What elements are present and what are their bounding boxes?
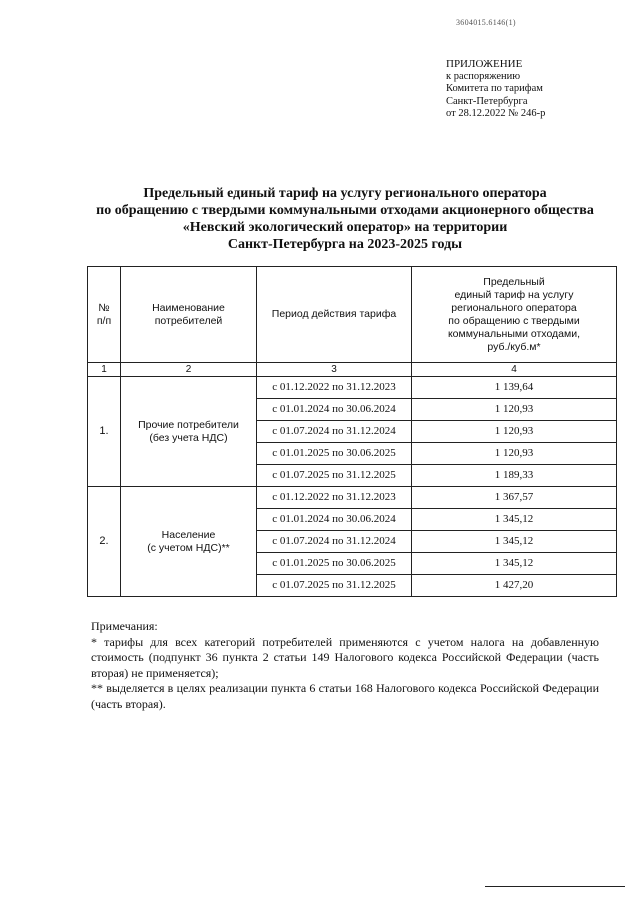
tariff-period: с 01.01.2024 по 30.06.2024 (257, 399, 412, 421)
appendix-line: к распоряжению (446, 70, 521, 82)
column-number: 4 (412, 363, 617, 377)
column-number: 2 (121, 363, 257, 377)
tariff-period: с 01.07.2024 по 31.12.2024 (257, 531, 412, 553)
group-number: 1. (88, 377, 121, 487)
table-header-row (88, 267, 617, 363)
tariff-value: 1 139,64 (412, 377, 617, 399)
tariff-period: с 01.07.2024 по 31.12.2024 (257, 421, 412, 443)
header-consumer: Наименование потребителей (121, 267, 257, 363)
appendix-caption: ПРИЛОЖЕНИЕ (446, 58, 523, 70)
tariff-value: 1 120,93 (412, 443, 617, 465)
tariff-period: с 01.01.2025 по 30.06.2025 (257, 443, 412, 465)
tariff-period: с 01.07.2025 по 31.12.2025 (257, 465, 412, 487)
tariff-value: 1 120,93 (412, 399, 617, 421)
tariff-period: с 01.01.2024 по 30.06.2024 (257, 509, 412, 531)
tariff-period: с 01.12.2022 по 31.12.2023 (257, 487, 412, 509)
document-title (60, 185, 630, 253)
tariff-period: с 01.07.2025 по 31.12.2025 (257, 575, 412, 597)
table-row (88, 487, 617, 509)
tariff-table (87, 266, 617, 597)
note-item: ** выделяется в целях реализации пункта 6 статьи 168 Налогового кодекса Российской Федерации (часть вторая). (91, 681, 599, 711)
title-line: «Невский экологический оператор» на территории (182, 220, 508, 235)
title-line: Предельный единый тариф на услугу регионального оператора (143, 186, 547, 201)
tariff-value: 1 345,12 (412, 509, 617, 531)
header-number: № п/п (88, 267, 121, 363)
column-number: 1 (88, 363, 121, 377)
header-period: Период действия тарифа (257, 267, 412, 363)
tariff-value: 1 120,93 (412, 421, 617, 443)
group-number: 2. (88, 487, 121, 597)
consumer-name: Население (с учетом НДС)** (121, 487, 257, 597)
footer-divider (485, 886, 625, 887)
appendix-line: Санкт-Петербурга (446, 95, 528, 107)
notes-heading: Примечания: (91, 619, 158, 633)
title-line: Санкт-Петербурга на 2023-2025 годы (227, 237, 463, 252)
appendix-block (446, 58, 545, 121)
notes-section (91, 619, 599, 712)
title-line: по обращению с твердыми коммунальными отходами акционерного общества (96, 203, 594, 218)
tariff-value: 1 367,57 (412, 487, 617, 509)
tariff-period: с 01.01.2025 по 30.06.2025 (257, 553, 412, 575)
tariff-value: 1 189,33 (412, 465, 617, 487)
tariff-period: с 01.12.2022 по 31.12.2023 (257, 377, 412, 399)
note-item: * тарифы для всех категорий потребителей применяются с учетом налога на добавленную стоимость (подпункт 36 пункта 2 статьи 149 Налогового кодекса Российской Федерации (часть вторая) не применяется); (91, 634, 599, 680)
column-number: 3 (257, 363, 412, 377)
tariff-value: 1 427,20 (412, 575, 617, 597)
appendix-line: от 28.12.2022 № 246-р (446, 108, 546, 120)
document-id: 3604015.6146(1) (456, 18, 516, 27)
column-number-row (88, 363, 617, 377)
table-row (88, 377, 617, 399)
appendix-line: Комитета по тарифам (446, 83, 543, 95)
tariff-value: 1 345,12 (412, 531, 617, 553)
header-tariff: Предельный единый тариф на услугу регионального оператора по обращению с твердыми коммунальными отходами, руб./куб.м* (412, 267, 617, 363)
tariff-value: 1 345,12 (412, 553, 617, 575)
consumer-name: Прочие потребители (без учета НДС) (121, 377, 257, 487)
